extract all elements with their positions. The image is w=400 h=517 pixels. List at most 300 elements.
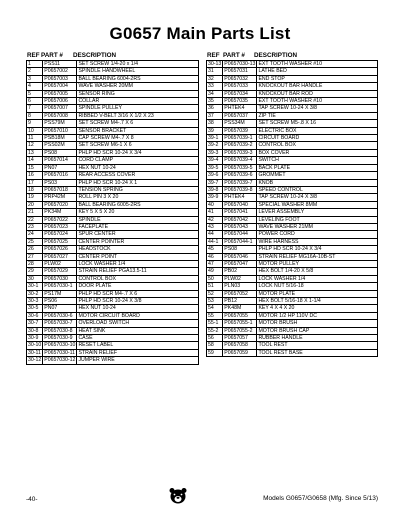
ref-cell: 15 [27, 164, 43, 171]
description-cell: PHLP HD SCR 10-24 X 1 [77, 179, 199, 186]
ref-cell: 25 [27, 238, 43, 245]
table-row [207, 327, 378, 334]
part-number-cell: PLW02 [43, 260, 77, 267]
part-number-cell: PS06 [43, 298, 77, 305]
ref-cell: 8 [27, 112, 43, 119]
ref-cell: 47 [207, 260, 223, 267]
part-number-cell: P0657037 [223, 112, 257, 119]
description-cell: PHLP HD SCR 10-24 X 3/4 [257, 246, 378, 253]
part-number-cell: PSS11 [43, 61, 77, 68]
ref-cell: 55 [207, 312, 223, 319]
ref-cell: 30-11 [28, 349, 41, 356]
table-row [207, 142, 378, 149]
table-row [27, 135, 199, 142]
part-number-cell: P0657018 [43, 186, 77, 193]
ref-cell: 19 [27, 194, 43, 201]
ref-cell: 46 [207, 253, 223, 260]
ref-cell: 9 [27, 120, 43, 127]
header-part: PART # [41, 52, 63, 59]
description-cell: SPECIAL WASHER 8MM [257, 201, 378, 208]
description-cell: EXT TOOTH WASHER #10 [257, 98, 378, 105]
header-part: PART # [223, 52, 245, 59]
ref-cell: 30-3 [27, 298, 43, 305]
part-number-cell: P0657044 [223, 231, 257, 238]
ref-cell: 18 [27, 186, 43, 193]
ref-cell: 58 [207, 342, 223, 349]
part-number-cell: P0657030-7 [43, 320, 77, 327]
description-cell: KEY 5 X 5 X 20 [77, 209, 199, 216]
table-row [207, 164, 378, 171]
part-number-cell: P0657006 [43, 98, 77, 105]
table-row [27, 164, 199, 171]
part-number-cell: P0657007 [43, 105, 77, 112]
ref-cell: 36 [207, 105, 223, 112]
table-row [207, 335, 378, 342]
table-row [207, 98, 378, 105]
part-number-cell: PS08 [43, 149, 77, 156]
part-number-cell: P0657008 [43, 112, 77, 119]
table-row [27, 112, 199, 119]
ref-cell: 14 [27, 157, 43, 164]
description-cell: STRAIN RELIEF MG16A-10B-ST [257, 253, 378, 260]
table-row [207, 75, 378, 82]
ref-cell: 11 [27, 135, 43, 142]
table-row [207, 290, 378, 297]
ref-cell: 30-9 [27, 335, 43, 342]
part-number-cell: P0657044-1 [223, 238, 257, 245]
description-cell: MOTOR PLATE [257, 290, 378, 297]
ref-cell: 39-8 [207, 186, 223, 193]
part-number-cell: P0657039 [223, 127, 257, 134]
description-cell: PHLP HD SCR 10-24 X 3/4 [77, 149, 199, 156]
ref-cell: 39-3 [207, 149, 223, 156]
table-row [207, 179, 378, 186]
description-cell: EXT TOOTH WASHER #10 [257, 61, 378, 68]
ref-cell: 17 [27, 179, 43, 186]
ref-cell: 32 [207, 75, 223, 82]
part-number-cell: P0657057 [223, 335, 257, 342]
part-number-cell: P0657039-6 [223, 172, 257, 179]
description-cell: SWITCH [257, 157, 378, 164]
description-cell: ZIP TIE [257, 112, 378, 119]
part-number-cell: P0657024 [43, 231, 77, 238]
table-row [27, 157, 199, 164]
table-row [27, 98, 199, 105]
table-row [27, 127, 199, 134]
ref-cell: 33 [207, 83, 223, 90]
part-number-cell: PHTEK4 [223, 194, 257, 201]
ref-cell: 30-7 [27, 320, 43, 327]
description-cell: CORD CLAMP [77, 157, 199, 164]
parts-table-left [26, 52, 199, 365]
ref-cell: 55-1 [207, 320, 223, 327]
table-row [207, 194, 378, 201]
description-cell: TOOL REST BASE [257, 349, 378, 356]
description-cell: SENSOR RING [77, 90, 199, 97]
parts-table-right [206, 52, 378, 357]
ref-cell: 35 [207, 98, 223, 105]
description-cell: SPEED CONTROL [257, 186, 378, 193]
ref-cell: 13 [27, 149, 43, 156]
ref-cell: 30-2 [27, 290, 43, 297]
header-description: DESCRIPTION [73, 52, 117, 59]
ref-cell: 39-7 [207, 179, 223, 186]
table-row [207, 186, 378, 193]
part-number-cell: PSB18M [43, 135, 77, 142]
table-row [207, 223, 378, 230]
description-cell: MOTOR BRUSH CAP [257, 327, 378, 334]
part-number-cell: P0657055-2 [223, 327, 257, 334]
part-number-cell: P0657046 [223, 253, 257, 260]
page-title: G0657 Main Parts List [109, 24, 291, 43]
ref-cell: 2 [27, 68, 43, 75]
description-cell: HEADSTOCK [77, 246, 199, 253]
table-row [27, 349, 199, 356]
ref-cell: 26 [27, 246, 43, 253]
part-number-cell: PSS34M [223, 120, 257, 127]
description-cell: TENSION SPRING [77, 186, 199, 193]
ref-cell: 1 [27, 61, 43, 68]
part-number-cell: P0657030-13 [224, 61, 256, 67]
model-info: Models G0657/G0658 (Mfg. Since 5/13) [263, 495, 378, 502]
description-cell: PHLP HD SCR M4-.7 X 6 [77, 290, 199, 297]
table-header [206, 52, 378, 60]
part-number-cell: P0657043 [223, 223, 257, 230]
ref-cell: 16 [27, 172, 43, 179]
description-cell: SET SCREW M4-.7 X 6 [77, 120, 199, 127]
part-number-cell: PLW02 [223, 275, 257, 282]
description-cell: SPUR CENTER [77, 231, 199, 238]
table-row [27, 209, 199, 216]
description-cell: LOCK NUT 5/16-18 [257, 283, 378, 290]
part-number-cell: PS03 [43, 179, 77, 186]
part-number-cell: PN07 [43, 305, 77, 312]
part-number-cell: P0657003 [43, 75, 77, 82]
description-cell: PHLP HD SCR 10-24 X 3/8 [77, 298, 199, 305]
table-row [207, 312, 378, 319]
table-row [207, 127, 378, 134]
parts-table [206, 60, 378, 357]
table-row [27, 246, 199, 253]
table-row [27, 194, 199, 201]
ref-cell: 28 [27, 260, 43, 267]
description-cell: CAP SCREW M4-.7 X 8 [77, 135, 199, 142]
description-cell: MOTOR 1/2 HP 110V DC [257, 312, 378, 319]
description-cell: JUMPER WIRE [77, 357, 199, 364]
part-number-cell: P0657042 [223, 216, 257, 223]
description-cell: TOOL REST [257, 342, 378, 349]
description-cell: REAR ACCESS COVER [77, 172, 199, 179]
table-row [27, 283, 199, 290]
description-cell: CONTROL BOX [257, 142, 378, 149]
table-row [27, 105, 199, 112]
part-number-cell: P0657031 [223, 68, 257, 75]
table-header [26, 52, 199, 60]
ref-cell: 42 [207, 216, 223, 223]
part-number-cell: P0657016 [43, 172, 77, 179]
description-cell: HEX NUT 10-24 [77, 305, 199, 312]
ref-cell: 39-1 [207, 135, 223, 142]
description-cell: LEVER ASSEMBLY [257, 209, 378, 216]
ref-cell: 55-2 [207, 327, 223, 334]
part-number-cell: PB02 [223, 268, 257, 275]
part-number-cell: P0657039-4 [223, 157, 257, 164]
part-number-cell: PHTEK4 [223, 105, 257, 112]
ref-cell: 51 [207, 283, 223, 290]
description-cell: CENTER POINT [77, 253, 199, 260]
ref-cell: 30-10 [28, 342, 42, 349]
table-row [207, 149, 378, 156]
ref-cell: 24 [27, 231, 43, 238]
part-number-cell: PK48M [223, 305, 257, 312]
table-row [27, 142, 199, 149]
table-row [207, 216, 378, 223]
part-number-cell: P0657034 [223, 90, 257, 97]
table-row [207, 90, 378, 97]
part-number-cell: P0657055-1 [223, 320, 257, 327]
part-number-cell: PRP42M [43, 194, 77, 201]
table-row [207, 105, 378, 112]
part-number-cell: P0657026 [43, 246, 77, 253]
ref-cell: 30-5 [27, 305, 43, 312]
description-cell: SET SCREW 1/4-20 x 1/4 [77, 61, 199, 68]
part-number-cell: P0657022 [43, 216, 77, 223]
ref-cell: 31 [207, 68, 223, 75]
table-row [207, 305, 378, 312]
ref-cell: 38 [207, 120, 223, 127]
description-cell: WIRE HARNESS [257, 238, 378, 245]
ref-cell: 39-5 [207, 164, 223, 171]
ref-cell: 30 [27, 275, 43, 282]
part-number-cell: P0657005 [43, 90, 77, 97]
page-number: -40- [26, 496, 38, 503]
ref-cell: 29 [27, 268, 43, 275]
description-cell: SENSOR BRACKET [77, 127, 199, 134]
header-description: DESCRIPTION [254, 52, 298, 59]
table-row [207, 238, 378, 245]
description-cell: WAVE WASHER 20MM [77, 83, 199, 90]
ref-cell: 22 [27, 216, 43, 223]
part-number-cell: P0657010 [43, 127, 77, 134]
part-number-cell: P0657004 [43, 83, 77, 90]
table-row [27, 186, 199, 193]
table-row [27, 223, 199, 230]
table-row [27, 357, 199, 364]
part-number-cell: P0657023 [43, 223, 77, 230]
part-number-cell: PSS02M [43, 142, 77, 149]
part-number-cell: P0657041 [223, 209, 257, 216]
table-row [207, 268, 378, 275]
table-row [207, 61, 378, 68]
description-cell: GROMMET [257, 172, 378, 179]
description-cell: ROLL PIN 3 X 20 [77, 194, 199, 201]
table-row [207, 120, 378, 127]
description-cell: BALL BEARING 6005-2RS [77, 201, 199, 208]
ref-cell: 39-9 [207, 194, 223, 201]
table-row [27, 312, 199, 319]
part-number-cell: PS08 [223, 246, 257, 253]
part-number-cell: P0657025 [43, 238, 77, 245]
table-row [27, 253, 199, 260]
description-cell: RIBBED V-BELT 3/16 X 1/2 X 23 [77, 112, 199, 119]
table-row [27, 305, 199, 312]
ref-cell: 7 [27, 105, 43, 112]
table-row [207, 83, 378, 90]
part-number-cell: PN07 [43, 164, 77, 171]
table-row [27, 83, 199, 90]
description-cell: KNOCKOUT BAR HANDLE [257, 83, 378, 90]
description-cell: BOX COVER [257, 149, 378, 156]
part-number-cell: P0657030-12 [44, 357, 76, 364]
description-cell: CENTER POINTER [77, 238, 199, 245]
description-cell: OVERLOAD SWITCH [77, 320, 199, 327]
table-row [207, 342, 378, 349]
table-row [27, 275, 199, 282]
part-number-cell: P0657030-9 [43, 335, 77, 342]
ref-cell: 40 [207, 201, 223, 208]
description-cell: COLLAR [77, 98, 199, 105]
ref-cell: 39-6 [207, 172, 223, 179]
description-cell: WAVE WASHER 21MM [257, 223, 378, 230]
description-cell: CIRCUIT BOARD [257, 135, 378, 142]
table-row [27, 216, 199, 223]
parts-table [26, 60, 199, 365]
table-row [27, 290, 199, 297]
table-row [207, 283, 378, 290]
part-number-cell: PSS79M [43, 120, 77, 127]
ref-cell: 4 [27, 83, 43, 90]
part-number-cell: P0657039-7 [223, 179, 257, 186]
description-cell: CONTROL BOX [77, 275, 199, 282]
part-number-cell: P0657030-10 [44, 342, 76, 349]
table-row [207, 349, 378, 356]
table-row [27, 90, 199, 97]
table-row [207, 253, 378, 260]
part-number-cell: P0657039-5 [223, 164, 257, 171]
part-number-cell: P0657035 [223, 98, 257, 105]
description-cell: BACK PLATE [257, 164, 378, 171]
table-row [27, 238, 199, 245]
ref-cell: 37 [207, 112, 223, 119]
ref-cell: 20 [27, 201, 43, 208]
table-row [207, 209, 378, 216]
part-number-cell: P0657030-1 [43, 283, 77, 290]
header-ref: REF [27, 52, 40, 59]
ref-cell: 43 [207, 223, 223, 230]
ref-cell: 56 [207, 335, 223, 342]
description-cell: LOCK WASHER 1/4 [257, 275, 378, 282]
table-row [207, 157, 378, 164]
ref-cell: 52 [207, 290, 223, 297]
ref-cell: 49 [207, 268, 223, 275]
description-cell: KEY 4 X 4 X 20 [257, 305, 378, 312]
table-row [27, 231, 199, 238]
table-row [207, 275, 378, 282]
description-cell: LOCK WASHER 1/4 [77, 260, 199, 267]
description-cell: SPINDLE PULLEY [77, 105, 199, 112]
table-row [207, 68, 378, 75]
table-row [27, 68, 199, 75]
description-cell: KNOB [257, 179, 378, 186]
table-row [27, 268, 199, 275]
description-cell: POWER CORD [257, 231, 378, 238]
part-number-cell: P0657052 [223, 290, 257, 297]
table-row [207, 201, 378, 208]
ref-cell: 44 [207, 231, 223, 238]
description-cell: STRAIN RELIEF PGA13.5-11 [77, 268, 199, 275]
table-row [27, 149, 199, 156]
description-cell: SET SCREW M5-.8 X 16 [257, 120, 378, 127]
description-cell: HEAT SINK [77, 327, 199, 334]
table-row [207, 246, 378, 253]
table-row [27, 61, 199, 68]
table-row [27, 172, 199, 179]
table-row [207, 172, 378, 179]
ref-cell: 30-13 [208, 61, 222, 67]
description-cell: HEX BOLT 1/4-20 X 5/8 [257, 268, 378, 275]
ref-cell: 12 [27, 142, 43, 149]
table-row [27, 179, 199, 186]
part-number-cell: P0657030-8 [43, 327, 77, 334]
part-number-cell: PB12 [223, 298, 257, 305]
part-number-cell: PLN03 [223, 283, 257, 290]
table-row [27, 75, 199, 82]
part-number-cell: P0657059 [223, 349, 257, 356]
description-cell: ELECTRIC BOX [257, 127, 378, 134]
table-row [207, 320, 378, 327]
ref-cell: 34 [207, 90, 223, 97]
table-row [207, 298, 378, 305]
part-number-cell: P0657014 [43, 157, 77, 164]
table-row [27, 260, 199, 267]
part-number-cell: P0657055 [223, 312, 257, 319]
ref-cell: 39-4 [207, 157, 223, 164]
description-cell: TAP SCREW 10-24 X 3/8 [257, 194, 378, 201]
part-number-cell: P0657040 [223, 201, 257, 208]
description-cell: BALL BEARING 6004-2RS [77, 75, 199, 82]
description-cell: MOTOR CIRCUIT BOARD [77, 312, 199, 319]
description-cell: MOTOR PULLEY [257, 260, 378, 267]
table-row [27, 327, 199, 334]
table-row [27, 201, 199, 208]
ref-cell: 45 [207, 246, 223, 253]
ref-cell: 21 [27, 209, 43, 216]
ref-cell: 53 [207, 298, 223, 305]
description-cell: DOOR PLATE [77, 283, 199, 290]
table-row [207, 231, 378, 238]
description-cell: HEX BOLT 5/16-18 X 1-1/4 [257, 298, 378, 305]
ref-cell: 27 [27, 253, 43, 260]
description-cell: KNOCKOUT BAR ROD [257, 90, 378, 97]
ref-cell: 39 [207, 127, 223, 134]
description-cell: LATHE BED [257, 68, 378, 75]
ref-cell: 30-6 [27, 312, 43, 319]
part-number-cell: P0657030 [43, 275, 77, 282]
part-number-cell: P0657020 [43, 201, 77, 208]
part-number-cell: P0657002 [43, 68, 77, 75]
ref-cell: 54 [207, 305, 223, 312]
ref-cell: 6 [27, 98, 43, 105]
description-cell: FACEPLATE [77, 223, 199, 230]
description-cell: TAP SCREW 10-24 X 3/8 [257, 105, 378, 112]
description-cell: LEVELING FOOT [257, 216, 378, 223]
ref-cell: 3 [27, 75, 43, 82]
table-row [27, 298, 199, 305]
part-number-cell: PK34M [43, 209, 77, 216]
ref-cell: 10 [27, 127, 43, 134]
part-number-cell: P0657033 [223, 83, 257, 90]
grizzly-bear-icon [168, 487, 188, 504]
